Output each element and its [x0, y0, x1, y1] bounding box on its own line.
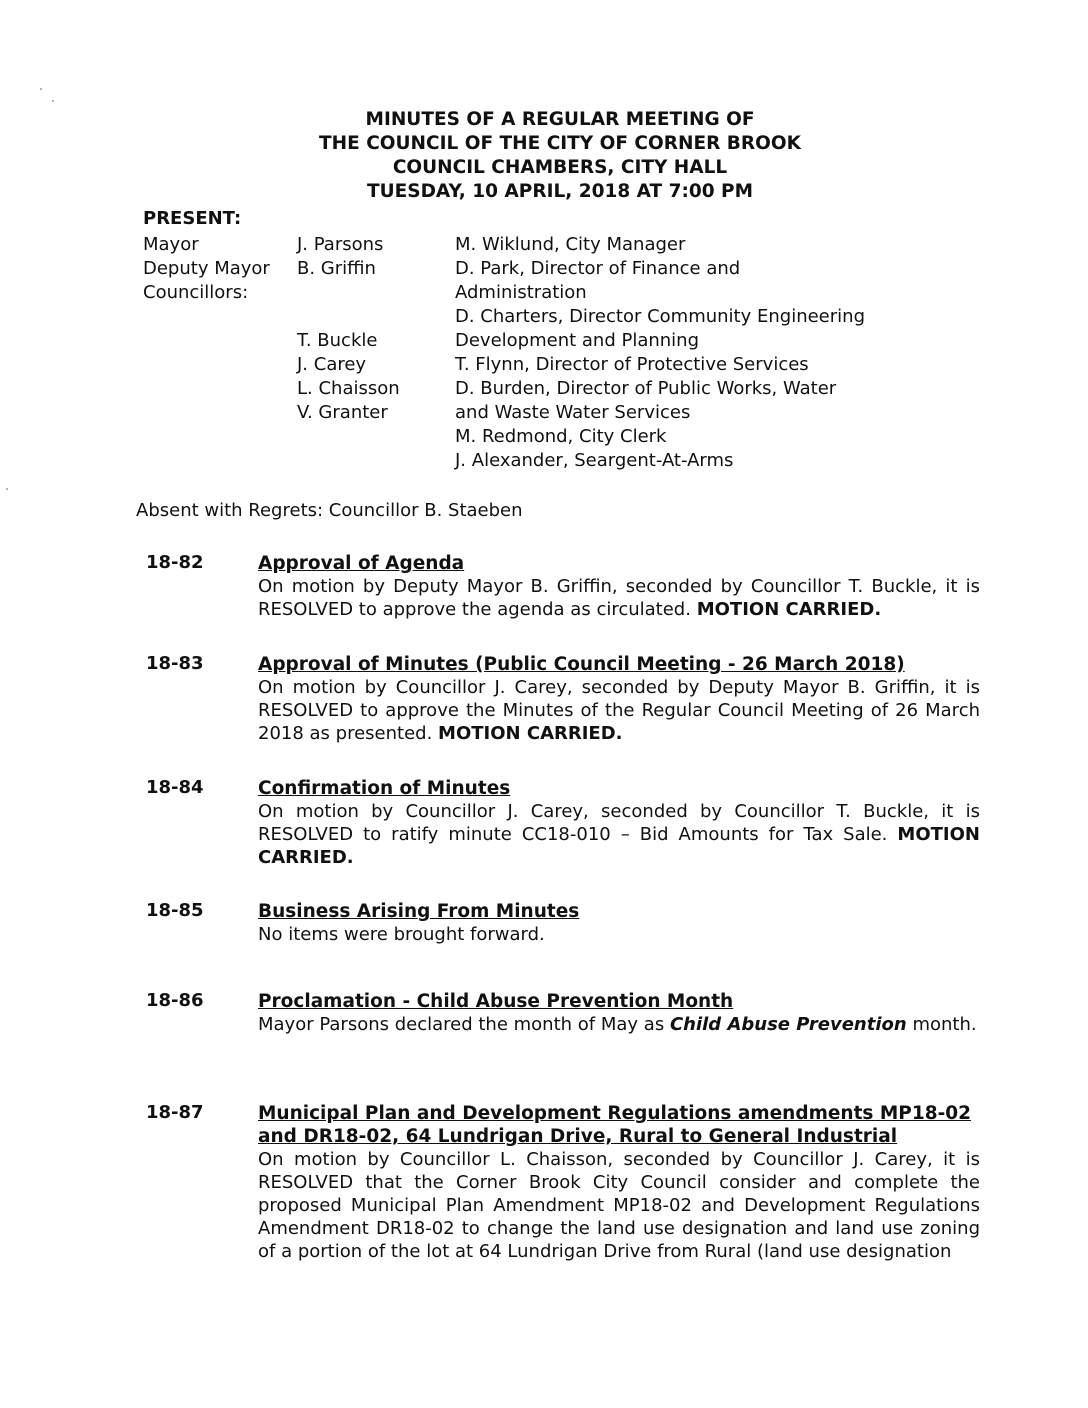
scan-speck: [40, 88, 42, 90]
staff-line: D. Burden, Director of Public Works, Water: [455, 378, 837, 399]
attendee-name: T. Buckle: [297, 330, 378, 351]
item-text: [258, 800, 980, 869]
item-text: [258, 1148, 980, 1263]
item-text: [258, 923, 980, 946]
staff-line: and Waste Water Services: [455, 402, 691, 423]
item-paragraph: On motion by Councillor L. Chaisson, seconded by Councillor J. Carey, it is RESOLVED that the Corner Brook City Council consider and complete the proposed Municipal Plan Amendment MP18-02 and Development Regulations Amendment DR18-02 to change the land use designation and land use zoning of a portion of the lot at 64 Lundrigan Drive from Rural (land use designation: [258, 1149, 980, 1262]
staff-line: M. Wiklund, City Manager: [455, 234, 686, 255]
item-number: 18-87: [146, 1102, 204, 1123]
staff-line: M. Redmond, City Clerk: [455, 426, 667, 447]
item-heading-line-2: and DR18-02, 64 Lundrigan Drive, Rural to General Industrial: [258, 1126, 898, 1147]
item-heading: Business Arising From Minutes: [258, 901, 580, 922]
attendee-names: [297, 233, 400, 425]
title-line-2: THE COUNCIL OF THE CITY OF CORNER BROOK: [319, 133, 801, 154]
item-heading: Confirmation of Minutes: [258, 778, 511, 799]
item-paragraph: On motion by Councillor J. Carey, seconded by Deputy Mayor B. Griffin, it is RESOLVED to approve the Minutes of the Regular Council Meeting of 26 March 2018 as presented.: [258, 677, 980, 744]
attendee-name-blank: [297, 305, 400, 329]
item-number: 18-85: [146, 900, 204, 921]
title-line-1: MINUTES OF A REGULAR MEETING OF: [365, 109, 755, 130]
staff-list: [455, 233, 865, 473]
item-number: 18-84: [146, 777, 204, 798]
role-mayor: Mayor: [143, 234, 199, 255]
role-deputy-mayor: Deputy Mayor: [143, 258, 270, 279]
proclamation-name: Child Abuse Prevention: [669, 1014, 907, 1035]
item-heading: Approval of Agenda: [258, 553, 465, 574]
item-body: [258, 777, 980, 869]
item-heading-line-1: Municipal Plan and Development Regulations amendments MP18-02: [258, 1103, 972, 1124]
title-line-3: COUNCIL CHAMBERS, CITY HALL: [392, 157, 728, 178]
attendee-name: B. Griffin: [297, 258, 376, 279]
attendee-name-blank: [297, 281, 400, 305]
motion-result: MOTION CARRIED.: [696, 599, 882, 620]
attendee-roles: [143, 233, 270, 305]
scan-speck: [6, 488, 8, 490]
title-line-4: TUESDAY, 10 APRIL, 2018 AT 7:00 PM: [366, 181, 754, 202]
item-paragraph-end: month.: [912, 1014, 977, 1035]
item-heading: Proclamation - Child Abuse Prevention Month: [258, 991, 734, 1012]
item-text: [258, 575, 980, 621]
attendee-name: J. Parsons: [297, 234, 384, 255]
item-paragraph: Mayor Parsons declared the month of May as: [258, 1014, 665, 1035]
item-paragraph: No items were brought forward.: [258, 924, 545, 945]
item-body: [258, 1102, 980, 1263]
present-heading: PRESENT:: [143, 208, 242, 229]
item-body: [258, 900, 980, 946]
item-body: [258, 990, 980, 1036]
item-body: [258, 653, 980, 745]
motion-result: MOTION CARRIED.: [438, 723, 623, 744]
item-number: 18-86: [146, 990, 204, 1011]
attendee-name: J. Carey: [297, 354, 367, 375]
staff-line: Development and Planning: [455, 330, 700, 351]
attendee-name: V. Granter: [297, 402, 388, 423]
staff-line: Administration: [455, 282, 587, 303]
attendee-name: L. Chaisson: [297, 378, 400, 399]
role-councillors: Councillors:: [143, 282, 249, 303]
item-paragraph: On motion by Councillor J. Carey, seconded by Councillor T. Buckle, it is RESOLVED to ratify minute CC18-010 – Bid Amounts for Tax Sale.: [258, 801, 980, 845]
staff-line: D. Charters, Director Community Engineering: [455, 306, 865, 327]
item-text: [258, 676, 980, 745]
document-title: [260, 108, 860, 204]
staff-line: J. Alexander, Seargent-At-Arms: [455, 450, 734, 471]
item-text: [258, 1013, 980, 1036]
item-body: [258, 552, 980, 621]
item-paragraph: On motion by Deputy Mayor B. Griffin, seconded by Councillor T. Buckle, it is RESOLVED to approve the agenda as circulated.: [258, 576, 980, 620]
motion-result: MOTION CARRIED.: [258, 824, 980, 868]
item-number: 18-83: [146, 653, 204, 674]
item-number: 18-82: [146, 552, 204, 573]
scan-speck: [52, 100, 54, 102]
item-heading: Approval of Minutes (Public Council Meeting - 26 March 2018): [258, 654, 905, 675]
absent-with-regrets: Absent with Regrets: Councillor B. Staeben: [136, 500, 523, 521]
staff-line: D. Park, Director of Finance and: [455, 258, 741, 279]
staff-line: T. Flynn, Director of Protective Services: [455, 354, 809, 375]
